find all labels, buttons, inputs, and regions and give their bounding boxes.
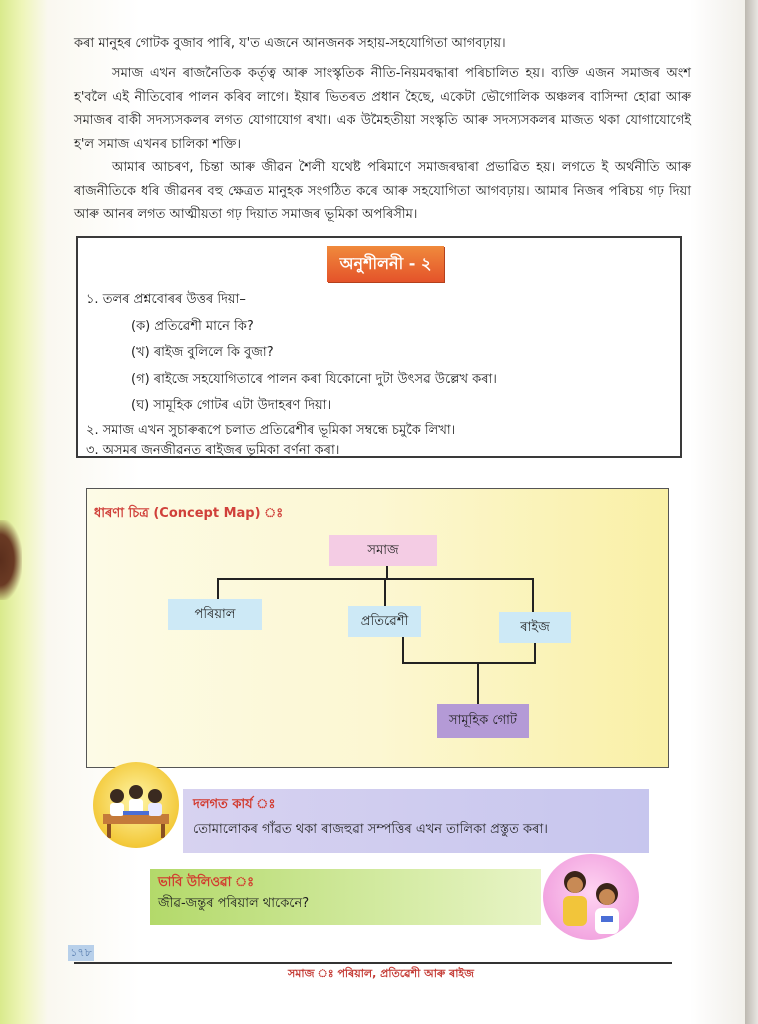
paragraph-society-influence: আমাৰ আচৰণ, চিন্তা আৰু জীৱন শৈলী যথেষ্ট পৰিমাণে সমাজৰদ্বাৰা প্ৰভাৱিত হয়। লগতে ই অৰ্থনীতি আৰু ৰাজনীতিকে ধৰি জীৱনৰ বহু ক্ষেত্ৰত মানুহক সংগঠিত কৰে আৰু সহযোগিতা আগবঢ়ায়। আমাৰ নিজৰ পৰিচয় গঢ় দিয়া আৰু আনৰ লগত আত্মীয়তা গঢ় দিয়াত সমাজৰ ভূমিকা অপৰিসীম। [74, 160, 691, 222]
connector-bottom-horizontal [402, 662, 536, 664]
group-activity-title: দলগত কাৰ্য ঃ [193, 797, 276, 812]
question-1d: (ঘ) সামূহিক গোটৰ এটা উদাহৰণ দিয়া। [131, 398, 332, 413]
connector-group [477, 662, 479, 706]
concept-node-neighbour: প্ৰতিৱেশী [348, 606, 421, 637]
question-1a: (ক) প্ৰতিৱেশী মানে কি? [131, 319, 254, 334]
think-title: ভাবি উলিওৱা ঃ [158, 875, 255, 890]
group-activity-text: তোমালোকৰ গাঁৱত থকা ৰাজহুৱা সম্পত্তিৰ এখন তালিকা প্ৰস্তুত কৰা। [193, 822, 548, 837]
question-2: ২. সমাজ এখন সুচাৰুৰূপে চলাত প্ৰতিৱেশীৰ ভূমিকা সম্বন্ধে চমুকৈ লিখা। [86, 423, 456, 438]
connector-public [532, 578, 534, 612]
think-text: জীৱ-জন্তুৰ পৰিয়াল থাকেনে? [158, 896, 310, 911]
question-1c: (গ) ৰাইজে সহযোগিতাৰে পালন কৰা যিকোনো দুটা উৎসৱ উল্লেখ কৰা। [131, 372, 497, 387]
connector-top-horizontal [217, 578, 533, 580]
footer-rule [74, 962, 672, 964]
exercise-title: অনুশীলনী - ২ [327, 246, 444, 282]
connector-public-down [534, 642, 536, 663]
concept-node-society: সমাজ [329, 535, 437, 566]
question-1b: (খ) ৰাইজ বুলিলে কি বুজা? [131, 345, 274, 360]
connector-neighbour-down [402, 636, 404, 663]
concept-node-family: পৰিয়াল [168, 599, 262, 630]
concept-map-title: ধাৰণা চিত্ৰ (Concept Map) ঃ [94, 506, 284, 521]
concept-node-group: সামূহিক গোট [437, 704, 529, 738]
paragraph-intro-end: কৰা মানুহৰ গোটক বুজাব পাৰি, য'ত এজনে আনজনক সহায়-সহযোগিতা আগবঢ়ায়। [74, 36, 506, 51]
connector-neighbour [384, 578, 386, 608]
page-edge-shadow [745, 0, 758, 1024]
spine-mark [0, 520, 22, 600]
connector-root-down [386, 565, 388, 579]
kids-thinking-illustration [543, 854, 639, 940]
question-1: ১. তলৰ প্ৰশ্নবোৰৰ উত্তৰ দিয়া– [86, 292, 246, 307]
footer-chapter-title: সমাজ ঃ পৰিয়াল, প্ৰতিৱেশী আৰু ৰাইজ [288, 967, 474, 980]
paragraph-society-governance: সমাজ এখন ৰাজনৈতিক কৰ্তৃত্ব আৰু সাংস্কৃতিক নীতি-নিয়মবদ্ধাৰা পৰিচালিত হয়। ব্যক্তি এজন সমাজৰ অংশ হ'বলৈ এই নীতিবোৰ পালন কৰিব লাগে। ইয়াৰ ভিতৰত প্ৰধান হৈছে, একেটা ভৌগোলিক অঞ্চলৰ বাসিন্দা হোৱা আৰু সমাজৰ বাকী সদস্যসকলৰ লগত যোগাযোগ ৰখা। এক উমৈহতীয়া সংস্কৃতি আৰু সদস্যসকলৰ মাজত থকা যোগাযোগেই হ'ল সমাজ এখনৰ চালিকা শক্তি। [74, 66, 691, 152]
children-studying-illustration [93, 762, 179, 848]
connector-family [217, 578, 219, 600]
question-3: ৩. অসমৰ জনজীৱনত ৰাইজৰ ভূমিকা বৰ্ণনা কৰা। [86, 443, 340, 458]
page-number: ১৭৮ [68, 945, 94, 961]
concept-node-public: ৰাইজ [499, 612, 571, 643]
